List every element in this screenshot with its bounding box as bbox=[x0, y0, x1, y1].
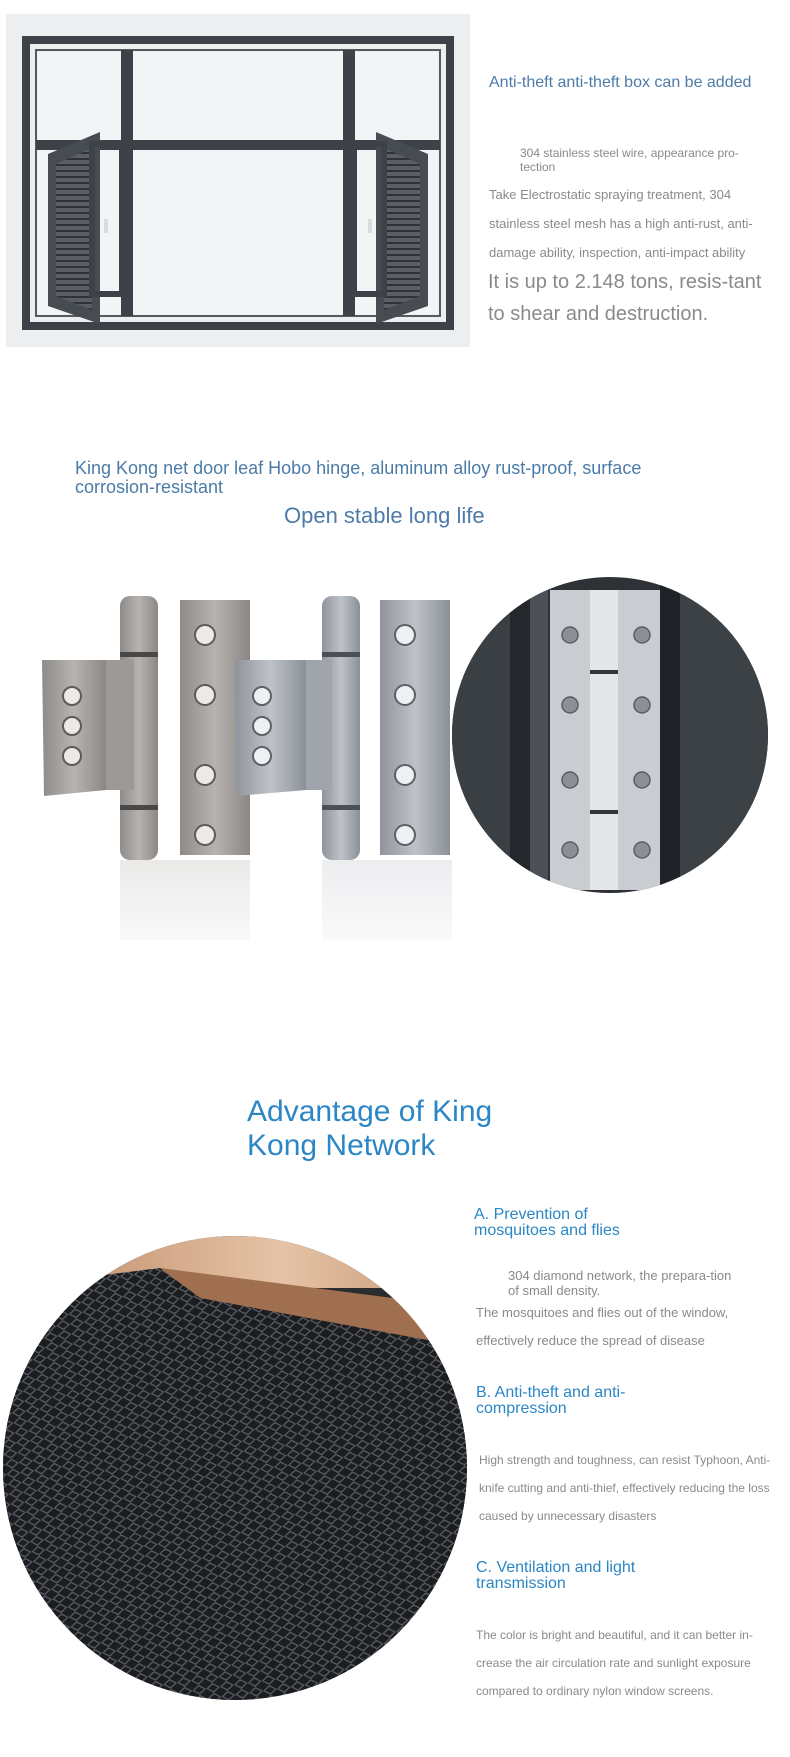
window-section-title: Anti-theft anti-theft box can be added bbox=[489, 74, 752, 91]
hinge-illustration bbox=[30, 560, 790, 970]
hinge-section-title: King Kong net door leaf Hobo hinge, aluminum alloy rust-proof, surface corrosion-resistant bbox=[75, 458, 642, 497]
mesh-closeup-photo bbox=[0, 1228, 470, 1708]
advantage-a-heading: A. Prevention of mosquitoes and flies bbox=[474, 1206, 620, 1239]
advantage-c-body: The color is bright and beautiful, and it can better in-crease the air circulation rate and sunlight exposure compared to ordinary nylon window screens. bbox=[476, 1628, 753, 1698]
hinge-product-photo bbox=[30, 560, 790, 970]
advantage-section-title: Advantage of King Kong Network bbox=[247, 1095, 493, 1162]
window-section-highlight: It is up to 2.148 tons, resis-tant to shear and destruction. bbox=[488, 271, 762, 325]
advantage-a-note: 304 diamond network, the prepara-tion of small density. bbox=[508, 1268, 732, 1298]
advantage-b-heading: B. Anti-theft and anti-compression bbox=[476, 1384, 626, 1417]
mesh-illustration bbox=[0, 1228, 470, 1708]
advantage-c-heading: C. Ventilation and light transmission bbox=[476, 1559, 636, 1592]
window-section-body: Take Electrostatic spraying treatment, 304 stainless steel mesh has a high anti-rust, anti-damage ability, inspection, anti-impact ability bbox=[489, 187, 753, 260]
window-section-note: 304 stainless steel wire, appearance pro-tection bbox=[520, 146, 739, 174]
advantage-b-body: High strength and toughness, can resist Typhoon, Anti-knife cutting and anti-thief, effectively reducing the loss caused by unnecessary disasters bbox=[479, 1453, 771, 1523]
window-illustration bbox=[6, 14, 470, 347]
window-product-photo bbox=[6, 14, 470, 347]
advantage-a-body: The mosquitoes and flies out of the window, effectively reduce the spread of disease bbox=[476, 1305, 729, 1348]
hinge-section-subtitle: Open stable long life bbox=[284, 503, 485, 528]
